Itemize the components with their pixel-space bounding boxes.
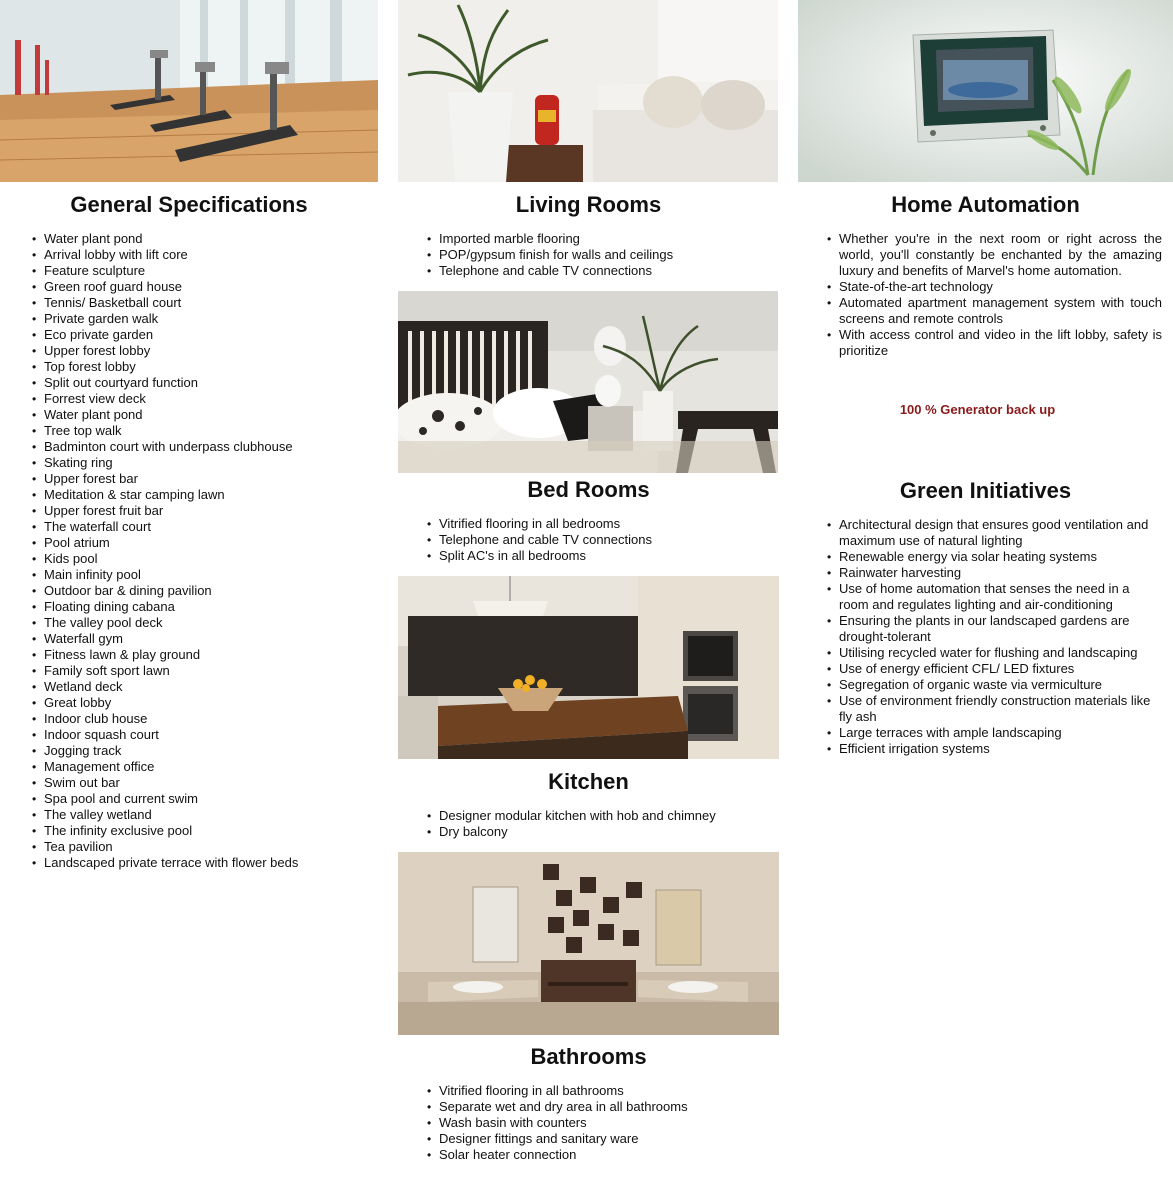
list-item: • POP/gypsum finish for walls and ceilings	[425, 247, 775, 263]
list-item: • Upper forest fruit bar	[30, 503, 370, 519]
list-item: • Green roof guard house	[30, 279, 370, 295]
bathrooms-title: Bathrooms	[530, 1044, 647, 1069]
kitchen-list	[425, 808, 775, 840]
list-item: • Use of home automation that senses the need in a room and regulates lighting and air-conditioning	[825, 581, 1162, 613]
general-specifications-title: General Specifications	[70, 192, 308, 217]
list-item: • Great lobby	[30, 695, 370, 711]
list-item: • Tennis/ Basketball court	[30, 295, 370, 311]
bed-rooms-list	[425, 516, 775, 564]
list-item: • Forrest view deck	[30, 391, 370, 407]
list-item: • Floating dining cabana	[30, 599, 370, 615]
list-item: • Family soft sport lawn	[30, 663, 370, 679]
bed-rooms-title: Bed Rooms	[527, 477, 650, 502]
list-item: • Split out courtyard function	[30, 375, 370, 391]
gym-photo	[0, 0, 378, 182]
list-item: • Skating ring	[30, 455, 370, 471]
list-item: • Solar heater connection	[425, 1147, 775, 1163]
general-specifications-list	[30, 231, 370, 871]
list-item: • Tea pavilion	[30, 839, 370, 855]
list-item: • Meditation & star camping lawn	[30, 487, 370, 503]
list-item: • Split AC's in all bedrooms	[425, 548, 775, 564]
green-initiatives-list	[825, 517, 1162, 757]
list-item: • Water plant pond	[30, 407, 370, 423]
home-automation-photo	[798, 0, 1173, 182]
list-item: • Automated apartment management system with touch screens and remote controls	[825, 295, 1162, 327]
list-item: • Fitness lawn & play ground	[30, 647, 370, 663]
living-room-photo	[398, 0, 778, 182]
list-item: • Wash basin with counters	[425, 1115, 775, 1131]
list-item: • Designer modular kitchen with hob and chimney	[425, 808, 775, 824]
home-automation-list	[825, 231, 1162, 359]
list-item: • The waterfall court	[30, 519, 370, 535]
list-item: • Architectural design that ensures good ventilation and maximum use of natural lighting	[825, 517, 1162, 549]
list-item: • Top forest lobby	[30, 359, 370, 375]
list-item: • The valley wetland	[30, 807, 370, 823]
list-item: • The valley pool deck	[30, 615, 370, 631]
home-automation-title: Home Automation	[891, 192, 1080, 217]
list-item: • Upper forest lobby	[30, 343, 370, 359]
list-item: • The infinity exclusive pool	[30, 823, 370, 839]
list-item: • Water plant pond	[30, 231, 370, 247]
list-item: • Tree top walk	[30, 423, 370, 439]
list-item: • Designer fittings and sanitary ware	[425, 1131, 775, 1147]
list-item: • Upper forest bar	[30, 471, 370, 487]
list-item: • Use of environment friendly construction materials like fly ash	[825, 693, 1162, 725]
list-item: • Telephone and cable TV connections	[425, 263, 775, 279]
list-item: • Wetland deck	[30, 679, 370, 695]
green-initiatives-title: Green Initiatives	[899, 478, 1072, 503]
list-item: • Utilising recycled water for flushing and landscaping	[825, 645, 1162, 661]
list-item: • Waterfall gym	[30, 631, 370, 647]
list-item: • Feature sculpture	[30, 263, 370, 279]
list-item: • Main infinity pool	[30, 567, 370, 583]
list-item: • Private garden walk	[30, 311, 370, 327]
list-item: • Kids pool	[30, 551, 370, 567]
list-item: • Separate wet and dry area in all bathrooms	[425, 1099, 775, 1115]
list-item: • Renewable energy via solar heating systems	[825, 549, 1162, 565]
list-item: • Telephone and cable TV connections	[425, 532, 775, 548]
list-item: • Indoor club house	[30, 711, 370, 727]
list-item: • Segregation of organic waste via vermiculture	[825, 677, 1162, 693]
list-item: • Indoor squash court	[30, 727, 370, 743]
list-item: • Eco private garden	[30, 327, 370, 343]
generator-note: 100 % Generator back up	[899, 402, 1056, 417]
list-item: • Rainwater harvesting	[825, 565, 1162, 581]
list-item: • Vitrified flooring in all bathrooms	[425, 1083, 775, 1099]
list-item: • Management office	[30, 759, 370, 775]
bedroom-photo	[398, 291, 778, 473]
list-item: • Imported marble flooring	[425, 231, 775, 247]
list-item: • Dry balcony	[425, 824, 775, 840]
list-item: • With access control and video in the lift lobby, safety is prioritize	[825, 327, 1162, 359]
list-item: • Outdoor bar & dining pavilion	[30, 583, 370, 599]
list-item: • Badminton court with underpass clubhouse	[30, 439, 370, 455]
list-item: • Pool atrium	[30, 535, 370, 551]
list-item: • State-of-the-art technology	[825, 279, 1162, 295]
list-item: • Ensuring the plants in our landscaped gardens are drought-tolerant	[825, 613, 1162, 645]
list-item: • Arrival lobby with lift core	[30, 247, 370, 263]
bathrooms-list	[425, 1083, 775, 1163]
bathroom-photo	[398, 852, 779, 1035]
list-item: • Large terraces with ample landscaping	[825, 725, 1162, 741]
list-item: • Spa pool and current swim	[30, 791, 370, 807]
living-rooms-list	[425, 231, 775, 279]
list-item: • Use of energy efficient CFL/ LED fixtures	[825, 661, 1162, 677]
list-item: • Whether you're in the next room or right across the world, you'll constantly be enchanted by the amazing luxury and benefits of Marvel's home automation.	[825, 231, 1162, 279]
list-item: • Landscaped private terrace with flower beds	[30, 855, 370, 871]
list-item: • Jogging track	[30, 743, 370, 759]
living-rooms-title: Living Rooms	[515, 192, 662, 217]
list-item: • Efficient irrigation systems	[825, 741, 1162, 757]
kitchen-title: Kitchen	[548, 769, 629, 794]
kitchen-photo	[398, 576, 779, 759]
list-item: • Swim out bar	[30, 775, 370, 791]
list-item: • Vitrified flooring in all bedrooms	[425, 516, 775, 532]
